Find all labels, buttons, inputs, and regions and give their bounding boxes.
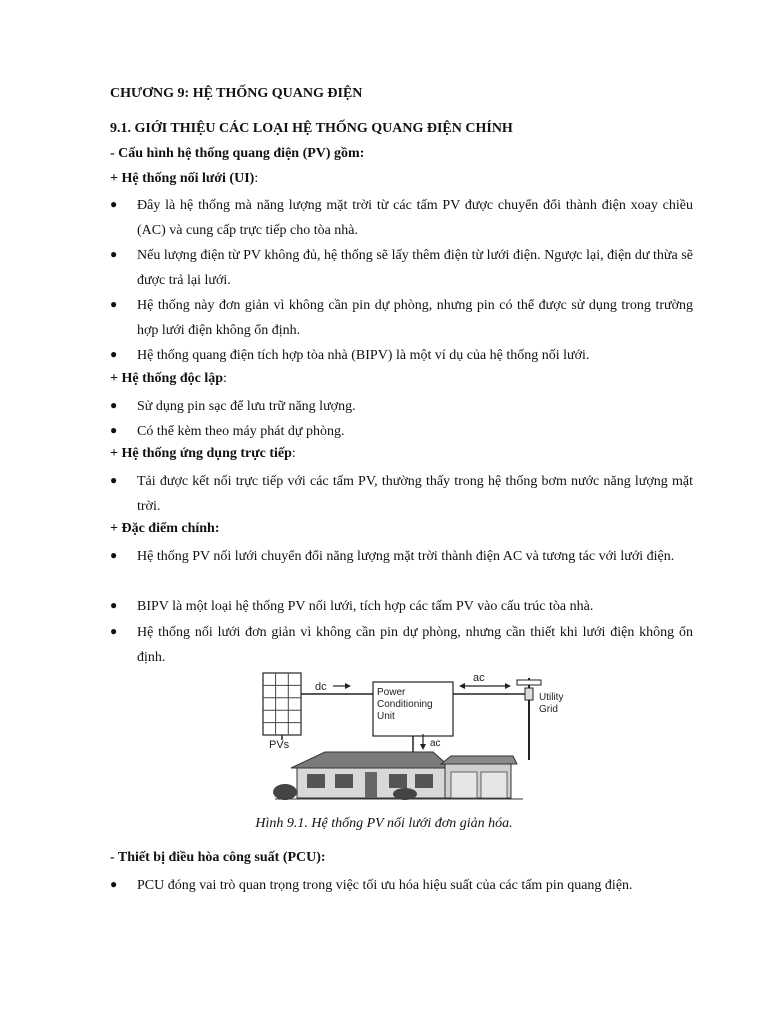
direct-heading-text: + Hệ thống ứng dụng trực tiếp [110,446,292,461]
bullet-text: Đây là hệ thống mà năng lượng mặt trời từ các tấm PV được chuyển đổi thành điện xoay chiều (AC) và cung cấp trực tiếp cho tòa nhà. [137,198,693,238]
bullet-text: Hệ thống nối lưới đơn giản vì không cần pin dự phòng, nhưng cần thiết khi lưới điện không ổn định. [137,625,693,665]
pcu-label-line3: Unit [377,711,395,722]
grid-tied-pv-diagram [255,668,575,803]
grid-tied-heading-text: + Hệ thống nối lưới (UI) [110,171,255,186]
features-heading: + Đặc điểm chính: [110,521,220,536]
ac-down-arrowhead-icon [420,744,426,750]
bullet-icon: ● [110,624,118,638]
bullet-icon: ● [110,347,118,361]
dc-label: dc [315,681,327,693]
bullet-icon: ● [110,423,118,437]
pcu-label-line2: Conditioning [377,699,433,710]
bullet-icon: ● [110,297,118,311]
bullet-text: Sử dụng pin sạc để lưu trữ năng lượng. [137,399,356,414]
bullet-text: PCU đóng vai trò quan trọng trong việc tối ưu hóa hiệu suất của các tấm pin quang điện. [137,878,633,893]
house-icon [273,752,523,800]
pcu-heading: - Thiết bị điều hòa công suất (PCU): [110,850,326,865]
ac-top-label: ac [473,672,485,684]
bullet-icon: ● [110,548,118,562]
grid-label-line2: Grid [539,704,558,715]
grid-tied-heading: + Hệ thống nối lưới (UI): [110,171,259,186]
bullet-icon: ● [110,598,118,612]
bullet-icon: ● [110,473,118,487]
section-title: 9.1. GIỚI THIỆU CÁC LOẠI HỆ THỐNG QUANG ĐIỆN CHÍNH [110,121,513,136]
bullet-text: Hệ thống PV nối lưới chuyển đổi năng lượng mặt trời thành điện AC và tương tác với lưới điện. [137,549,675,564]
pvs-label: PVs [269,739,290,751]
utility-pole-icon [517,678,541,760]
standalone-heading: + Hệ thống độc lập: [110,371,227,386]
ac-left-arrowhead-icon [459,683,465,689]
bullet-text: Tải được kết nối trực tiếp với các tấm PV, thường thấy trong hệ thống bơm nước năng lượng mặt trời. [137,474,693,514]
bullet-icon: ● [110,197,118,211]
bullet-icon: ● [110,398,118,412]
pv-panel-icon [263,673,301,740]
bullet-icon: ● [110,877,118,891]
bullet-text: Có thể kèm theo máy phát dự phòng. [137,424,345,439]
figure-caption: Hình 9.1. Hệ thống PV nối lưới đơn giản hóa. [255,816,513,831]
dc-arrowhead-icon [345,683,351,689]
direct-heading: + Hệ thống ứng dụng trực tiếp: [110,446,296,461]
chapter-title: CHƯƠNG 9: HỆ THỐNG QUANG ĐIỆN [110,86,363,101]
pcu-label-line1: Power [377,687,406,698]
config-heading: - Cấu hình hệ thống quang điện (PV) gồm: [110,146,365,161]
grid-label-line1: Utility [539,692,564,703]
bullet-text: Hệ thống quang điện tích hợp tòa nhà (BIPV) là một ví dụ của hệ thống nối lưới. [137,348,590,363]
ac-down-label: ac [430,738,441,749]
bullet-text: Nếu lượng điện từ PV không đủ, hệ thống sẽ lấy thêm điện từ lưới điện. Ngược lại, điện dư thừa sẽ được trả lại lưới. [137,248,693,288]
standalone-heading-text: + Hệ thống độc lập [110,371,223,386]
bullet-text: BIPV là một loại hệ thống PV nối lưới, tích hợp các tấm PV vào cấu trúc tòa nhà. [137,599,594,614]
bullet-icon: ● [110,247,118,261]
bullet-text: Hệ thống này đơn giản vì không cần pin dự phòng, nhưng pin có thể được sử dụng trong trường hợp lưới điện không ổn định. [137,298,693,338]
ac-right-arrowhead-icon [505,683,511,689]
